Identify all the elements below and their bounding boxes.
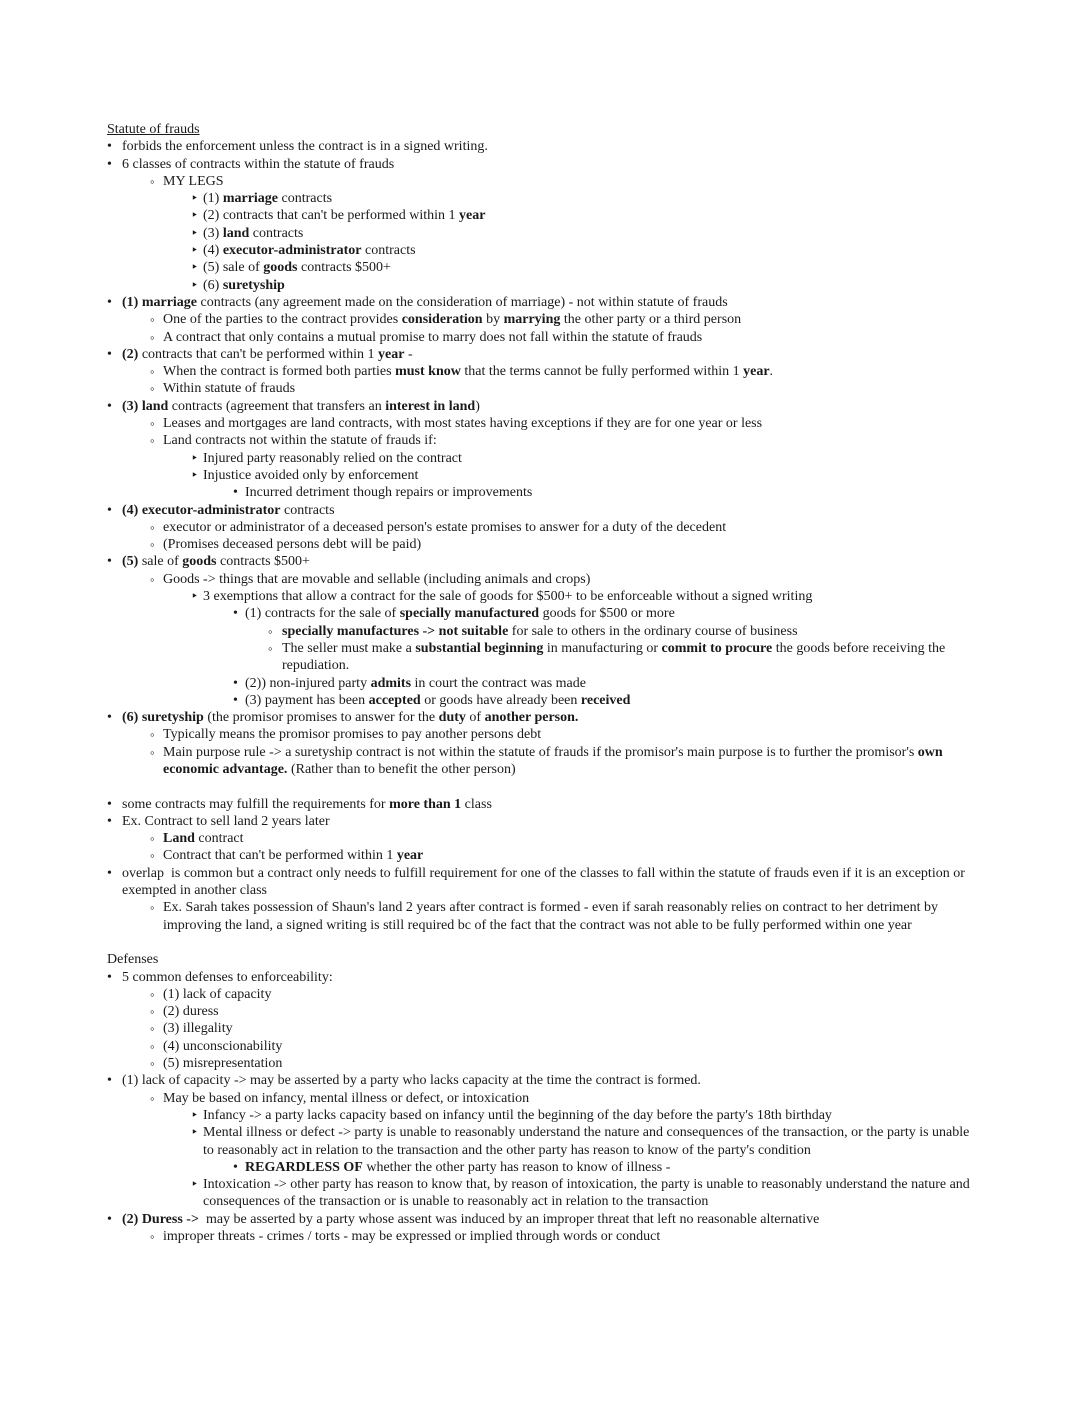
blank-line: [107, 934, 973, 951]
document-body: [107, 138, 973, 1245]
list-item: ◦ (4) unconscionability: [107, 1038, 973, 1055]
list-item: • (1) contracts for the sale of specially manufactured goods for $500 or more: [107, 605, 973, 622]
list-item: ◦ Leases and mortgages are land contracts, with most states having exceptions if they are for one year or less: [107, 415, 973, 432]
list-item: ◦ (5) misrepresentation: [107, 1055, 973, 1072]
list-item: ‣ Injustice avoided only by enforcement: [107, 467, 973, 484]
list-item: • 5 common defenses to enforceability:: [107, 969, 973, 986]
bullet-icon: [107, 813, 112, 830]
list-item: • Incurred detriment though repairs or improvements: [107, 484, 973, 501]
list-item: ‣ Mental illness or defect -> party is unable to reasonably understand the nature and consequences of the transaction, or the party is unable to reasonably act in relation to the transaction and the other party has reason to know of the party's condition: [107, 1124, 973, 1159]
bullet-icon: [191, 277, 198, 294]
bullet-icon: [107, 969, 112, 986]
list-item: • (2)) non-injured party admits in court the contract was made: [107, 675, 973, 692]
bullet-icon: [233, 1159, 238, 1176]
list-item: ◦ A contract that only contains a mutual promise to marry does not fall within the statute of frauds: [107, 329, 973, 346]
bullet-icon: [191, 450, 198, 467]
list-item: ◦ Goods -> things that are movable and sellable (including animals and crops): [107, 571, 973, 588]
bullet-icon: [107, 709, 112, 726]
bullet-icon: [150, 311, 155, 329]
bullet-icon: [191, 1176, 198, 1193]
bullet-icon: [107, 1211, 112, 1228]
bullet-icon: [191, 259, 198, 276]
bullet-icon: [107, 294, 112, 311]
bullet-icon: [150, 1020, 155, 1038]
bullet-icon: [233, 675, 238, 692]
bullet-icon: [150, 380, 155, 398]
list-item: ◦ When the contract is formed both parties must know that the terms cannot be fully performed within 1 year.: [107, 363, 973, 380]
bullet-icon: [150, 329, 155, 347]
list-item: ◦ Contract that can't be performed within 1 year: [107, 847, 973, 864]
list-item: ◦ (2) duress: [107, 1003, 973, 1020]
list-item: • Ex. Contract to sell land 2 years later: [107, 813, 973, 830]
list-item: ‣ Intoxication -> other party has reason to know that, by reason of intoxication, the party is unable to reasonably understand the nature and consequences of the transaction or is unable to reasonably act in relation to the transaction: [107, 1176, 973, 1211]
list-item: • (1) marriage contracts (any agreement made on the consideration of marriage) - not within statute of frauds: [107, 294, 973, 311]
bullet-icon: [150, 847, 155, 865]
bullet-icon: [107, 156, 112, 173]
list-item: ◦ Main purpose rule -> a suretyship contract is not within the statute of frauds if the promisor's main purpose is to further the promisor's own economic advantage. (Rather than to benefit the other person): [107, 744, 973, 779]
bullet-icon: [191, 467, 198, 484]
bullet-icon: [191, 207, 198, 224]
bullet-icon: [107, 865, 112, 882]
bullet-icon: [150, 830, 155, 848]
list-item: ◦ (3) illegality: [107, 1020, 973, 1037]
bullet-icon: [150, 571, 155, 589]
bullet-icon: [150, 726, 155, 744]
bullet-icon: [107, 398, 112, 415]
list-item: • (5) sale of goods contracts $500+: [107, 553, 973, 570]
bullet-icon: [191, 242, 198, 259]
bullet-icon: [150, 363, 155, 381]
bullet-icon: [150, 1090, 155, 1108]
list-item: ◦ One of the parties to the contract provides consideration by marrying the other party or a third person: [107, 311, 973, 328]
list-item: ◦ Typically means the promisor promises to pay another persons debt: [107, 726, 973, 743]
list-item: • forbids the enforcement unless the contract is in a signed writing.: [107, 138, 973, 155]
bullet-icon: [233, 605, 238, 622]
bullet-icon: [191, 1107, 198, 1124]
bullet-icon: [233, 484, 238, 501]
list-item: • (3) land contracts (agreement that transfers an interest in land): [107, 398, 973, 415]
list-item: • overlap is common but a contract only needs to fulfill requirement for one of the classes to fall within the statute of frauds even if it is an exception or exempted in another class: [107, 865, 973, 900]
bullet-icon: [107, 138, 112, 155]
bullet-icon: [107, 796, 112, 813]
list-item: • (6) suretyship (the promisor promises to answer for the duty of another person.: [107, 709, 973, 726]
bullet-icon: [107, 502, 112, 519]
bullet-icon: [150, 519, 155, 537]
bullet-icon: [150, 1038, 155, 1056]
bullet-icon: [150, 536, 155, 554]
list-item: ‣ (1) marriage contracts: [107, 190, 973, 207]
bullet-icon: [268, 623, 273, 641]
list-item: ◦ improper threats - crimes / torts - may be expressed or implied through words or conduct: [107, 1228, 973, 1245]
bullet-icon: [107, 1072, 112, 1089]
section-heading: Defenses: [107, 952, 159, 968]
list-item: ‣ 3 exemptions that allow a contract for the sale of goods for $500+ to be enforceable without a signed writing: [107, 588, 973, 605]
list-item: ◦ (Promises deceased persons debt will be paid): [107, 536, 973, 553]
list-item: • (4) executor-administrator contracts: [107, 502, 973, 519]
bullet-icon: [150, 432, 155, 450]
list-item: • (3) payment has been accepted or goods have already been received: [107, 692, 973, 709]
list-item: ◦ Land contracts not within the statute of frauds if:: [107, 432, 973, 449]
list-item: ◦ executor or administrator of a deceased person's estate promises to answer for a duty of the decedent: [107, 519, 973, 536]
bullet-icon: [233, 692, 238, 709]
bullet-icon: [191, 588, 198, 605]
list-item: ◦ (1) lack of capacity: [107, 986, 973, 1003]
bullet-icon: [150, 1003, 155, 1021]
bullet-icon: [191, 190, 198, 207]
bullet-icon: [107, 553, 112, 570]
bullet-icon: [150, 986, 155, 1004]
list-item: ◦ Land contract: [107, 830, 973, 847]
document-page: [107, 121, 973, 1245]
blank-line: [107, 778, 973, 795]
list-item: ‣ (4) executor-administrator contracts: [107, 242, 973, 259]
list-item: ‣ (5) sale of goods contracts $500+: [107, 259, 973, 276]
bullet-icon: [150, 173, 155, 191]
list-item: • REGARDLESS OF whether the other party has reason to know of illness -: [107, 1159, 973, 1176]
bullet-icon: [150, 415, 155, 433]
bullet-icon: [150, 899, 155, 917]
list-item: ◦ specially manufactures -> not suitable for sale to others in the ordinary course of business: [107, 623, 973, 640]
list-item: • (1) lack of capacity -> may be asserted by a party who lacks capacity at the time the contract is formed.: [107, 1072, 973, 1089]
bullet-icon: [150, 1055, 155, 1073]
list-item: • (2) Duress -> may be asserted by a party whose assent was induced by an improper threat that left no reasonable alternative: [107, 1211, 973, 1228]
bullet-icon: [268, 640, 273, 658]
list-item: • 6 classes of contracts within the statute of frauds: [107, 156, 973, 173]
page-title: Statute of frauds: [107, 122, 200, 137]
list-item: ◦ MY LEGS: [107, 173, 973, 190]
bullet-icon: [107, 346, 112, 363]
list-item: ◦ The seller must make a substantial beginning in manufacturing or commit to procure the goods before receiving the repudiation.: [107, 640, 973, 675]
list-item: ‣ (2) contracts that can't be performed within 1 year: [107, 207, 973, 224]
bullet-icon: [150, 1228, 155, 1246]
list-item: ‣ (3) land contracts: [107, 225, 973, 242]
bullet-icon: [150, 744, 155, 762]
list-item: ◦ Within statute of frauds: [107, 380, 973, 397]
bullet-icon: [191, 225, 198, 242]
list-item: ◦ Ex. Sarah takes possession of Shaun's land 2 years after contract is formed - even if sarah reasonably relies on contract to her detriment by improving the land, a signed writing is still required bc of the fact that the contract was not able to be fully performed within one year: [107, 899, 973, 934]
list-item: ‣ Infancy -> a party lacks capacity based on infancy until the beginning of the day before the party's 18th birthday: [107, 1107, 973, 1124]
list-item: ‣ Injured party reasonably relied on the contract: [107, 450, 973, 467]
bullet-icon: [191, 1124, 198, 1141]
list-item: • some contracts may fulfill the requirements for more than 1 class: [107, 796, 973, 813]
list-item: ‣ (6) suretyship: [107, 277, 973, 294]
list-item: ◦ May be based on infancy, mental illness or defect, or intoxication: [107, 1090, 973, 1107]
list-item: • (2) contracts that can't be performed within 1 year -: [107, 346, 973, 363]
